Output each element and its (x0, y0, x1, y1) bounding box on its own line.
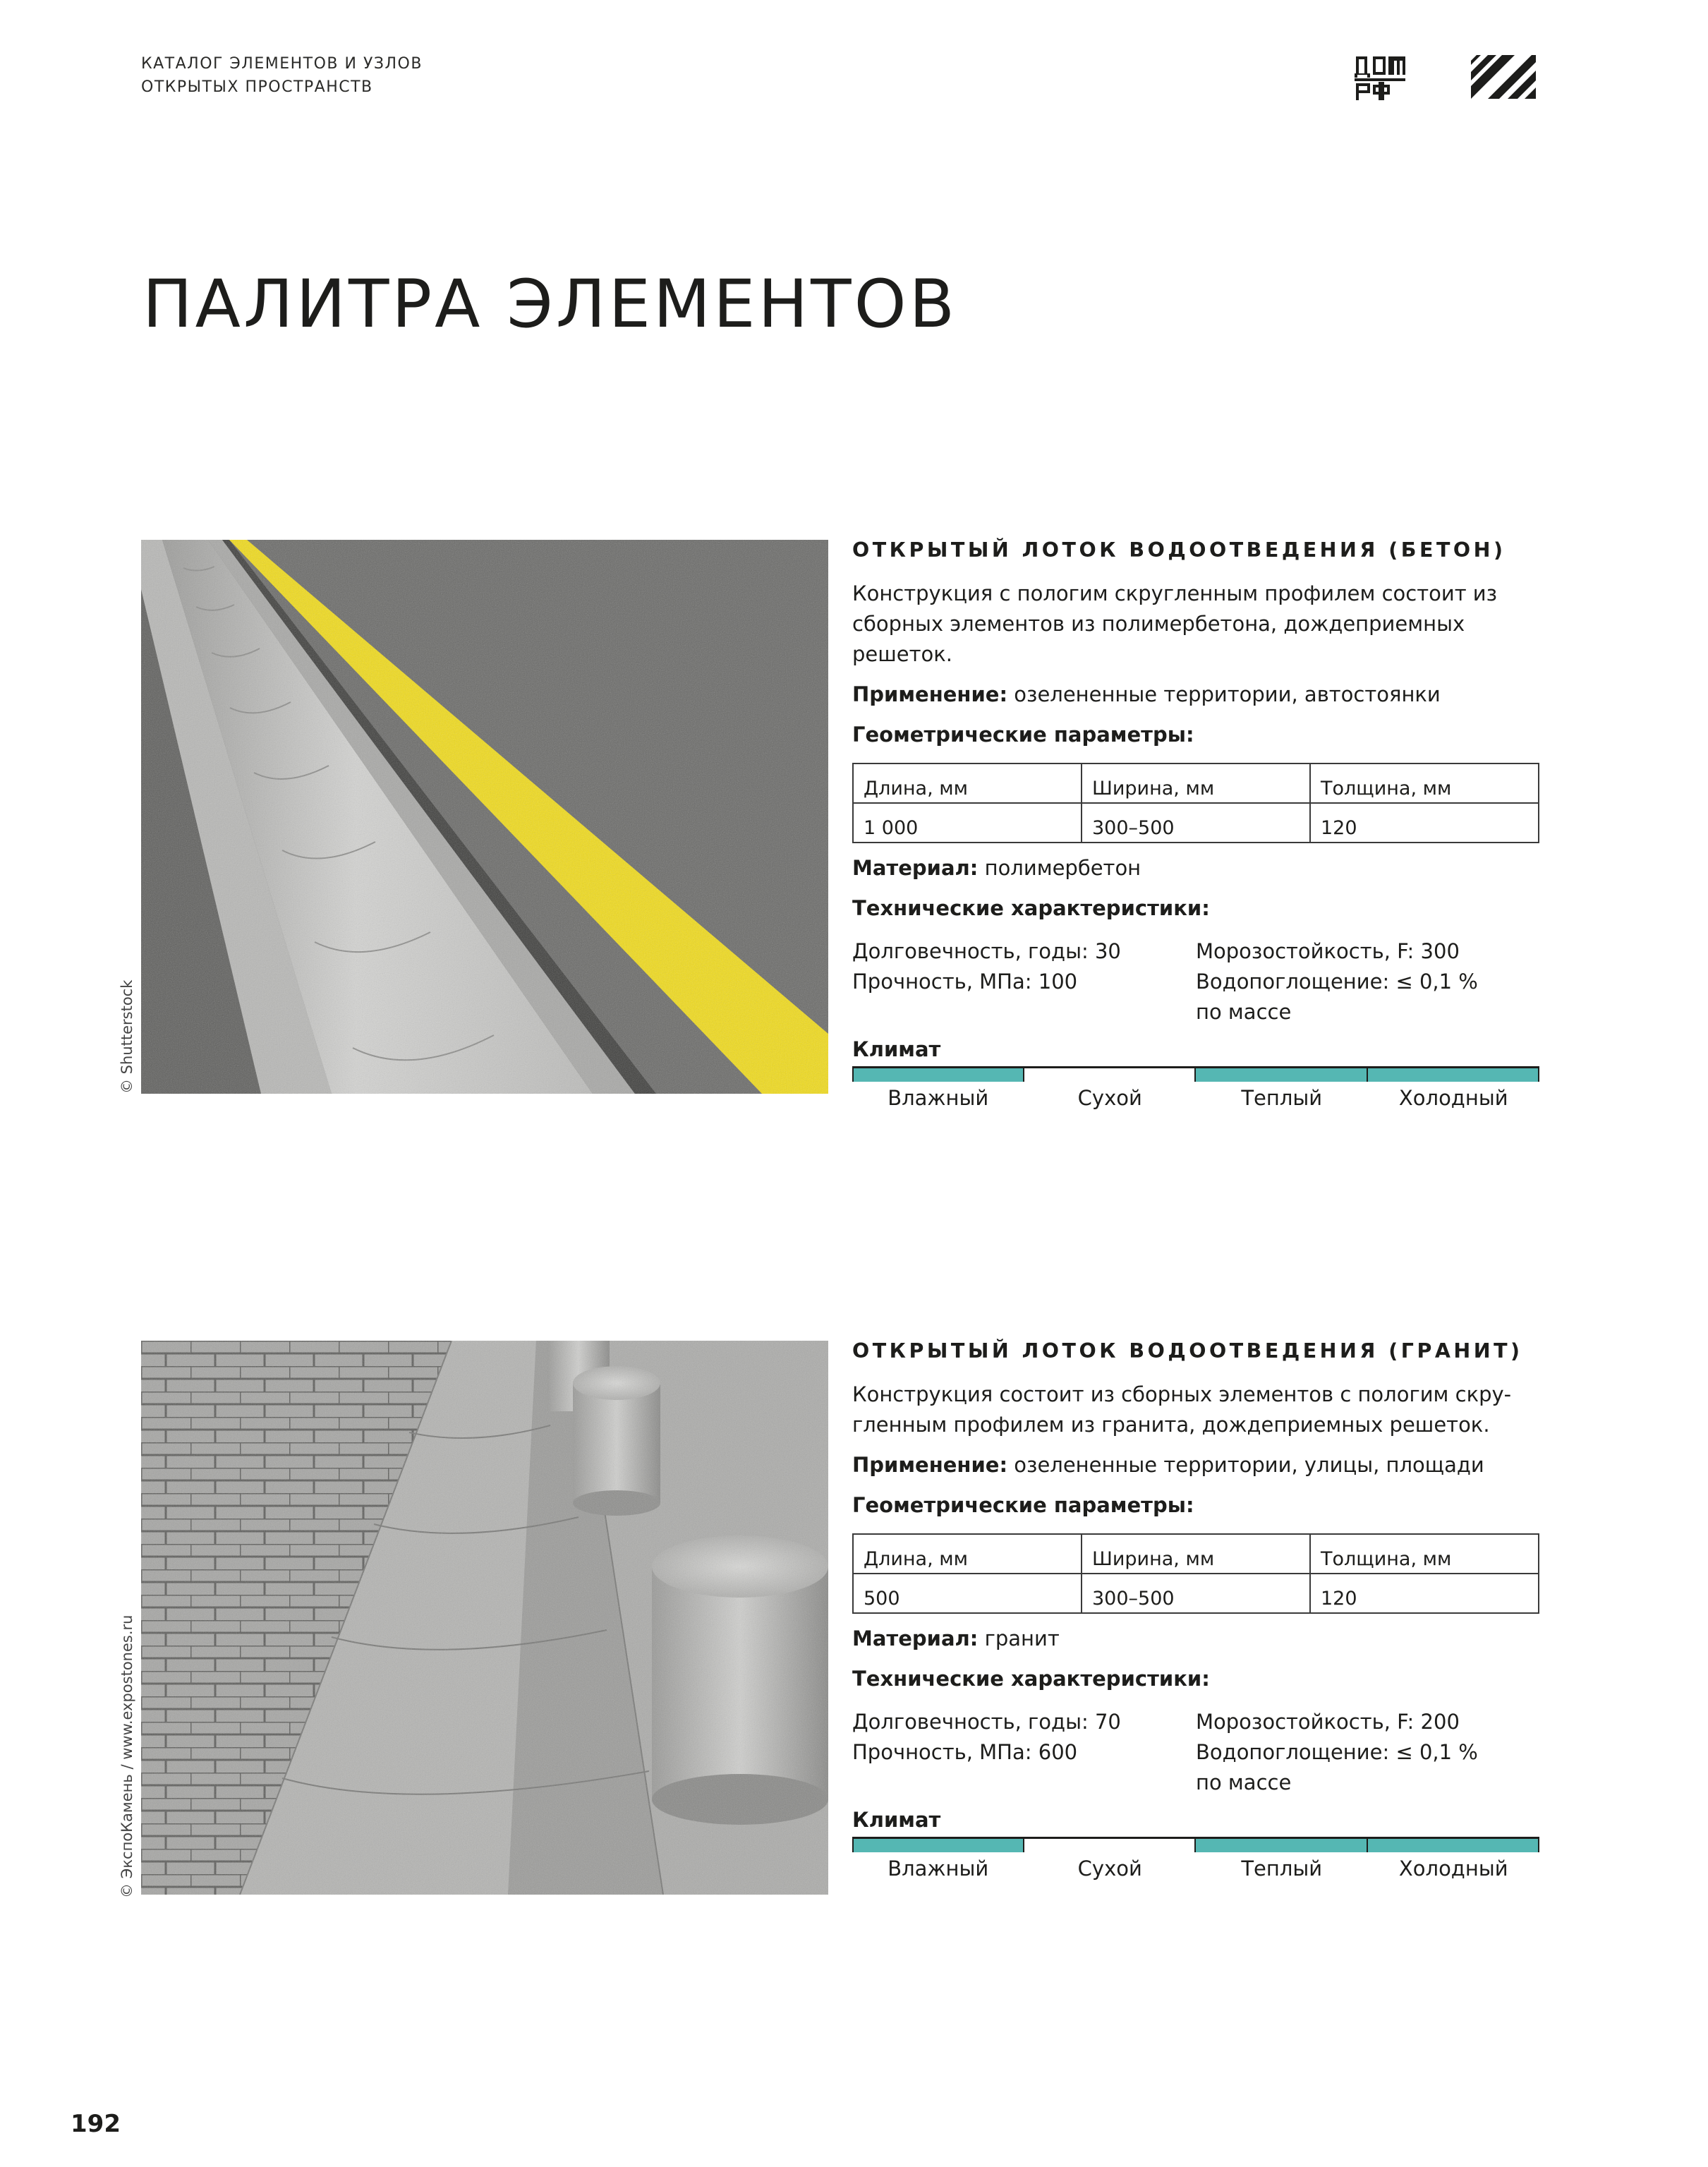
climate-cold (1368, 1066, 1540, 1114)
geometry-table (852, 1533, 1539, 1614)
application-value: озелененные территории, автостоянки (1007, 682, 1441, 706)
page-number: 192 (71, 2110, 121, 2138)
climate-warm (1196, 1837, 1368, 1885)
tech-durability: Долговечность, годы: 70 (852, 1710, 1121, 1734)
climate-cold-label: Холодный (1398, 1857, 1508, 1881)
tech-specs (852, 936, 1539, 1027)
table-header-length: Длина, мм (853, 763, 1082, 803)
material-value: полимербетон (978, 856, 1141, 880)
element-title: ОТКРЫТЫЙ ЛОТОК ВОДООТВЕДЕНИЯ (ГРАНИТ) (852, 1339, 1523, 1363)
tech-absorption: Водопоглощение: ≤ 0,1 % (1196, 1740, 1478, 1764)
application-line (852, 680, 1539, 710)
climate-wet (852, 1066, 1024, 1114)
tech-label: Технические характеристики: (852, 896, 1210, 920)
table-header-width: Ширина, мм (1082, 763, 1310, 803)
climate-wet-label: Влажный (888, 1086, 989, 1110)
climate-bar (852, 1066, 1024, 1082)
climate-bar (1368, 1066, 1540, 1082)
climate-bar (852, 1837, 1024, 1852)
climate-label: Климат (852, 1808, 941, 1832)
climate-bar (1024, 1066, 1197, 1082)
climate-cold-label: Холодный (1398, 1086, 1508, 1110)
climate-wet-label: Влажный (888, 1857, 989, 1881)
tech-strength: Прочность, МПа: 100 (852, 970, 1078, 994)
tech-absorption-unit: по массе (1196, 1770, 1292, 1794)
tech-durability: Долговечность, годы: 30 (852, 939, 1121, 963)
climate-dry-label: Сухой (1077, 1086, 1142, 1110)
element-title: ОТКРЫТЫЙ ЛОТОК ВОДООТВЕДЕНИЯ (БЕТОН) (852, 538, 1506, 562)
tech-column-1 (852, 936, 1196, 1027)
table-header-length: Длина, мм (853, 1534, 1082, 1574)
table-cell-length: 500 (853, 1574, 1082, 1613)
climate-warm-label: Теплый (1241, 1857, 1323, 1881)
tech-column-2 (1196, 936, 1539, 1027)
geometry-label: Геометрические параметры: (852, 723, 1194, 747)
catalog-header-line-2: ОТКРЫТЫХ ПРОСТРАНСТВ (141, 78, 373, 96)
table-cell-width: 300–500 (1082, 803, 1310, 843)
geometry-label: Геометрические параметры: (852, 1493, 1194, 1517)
tech-label: Технические характеристики: (852, 1667, 1210, 1691)
application-label: Применение: (852, 682, 1008, 706)
geometry-table (852, 763, 1539, 843)
climate-bar (1368, 1837, 1540, 1852)
climate-dry (1024, 1066, 1197, 1114)
material-label: Материал: (852, 1626, 979, 1650)
application-value: озелененные территории, улицы, площади (1007, 1453, 1484, 1477)
tech-column-2 (1196, 1707, 1539, 1798)
material-label: Материал: (852, 856, 979, 880)
climate-bar (1196, 1837, 1368, 1852)
material-line (852, 1624, 1539, 1654)
climate-scale (852, 1066, 1539, 1114)
material-value: гранит (978, 1626, 1060, 1650)
climate-wet (852, 1837, 1024, 1885)
climate-scale (852, 1837, 1539, 1885)
table-cell-thickness: 120 (1310, 803, 1539, 843)
climate-dry (1024, 1837, 1197, 1885)
tech-specs (852, 1707, 1539, 1798)
table-row (853, 1574, 1539, 1613)
table-row (853, 803, 1539, 843)
tech-strength: Прочность, МПа: 600 (852, 1740, 1078, 1764)
tech-absorption: Водопоглощение: ≤ 0,1 % (1196, 970, 1478, 994)
table-header-thickness: Толщина, мм (1310, 763, 1539, 803)
table-row (853, 763, 1539, 803)
application-line (852, 1450, 1539, 1480)
climate-label: Климат (852, 1037, 941, 1061)
material-line (852, 853, 1539, 883)
climate-warm-label: Теплый (1241, 1086, 1323, 1110)
photo-credit-2: © ЭкспоКамень / www.expostones.ru (119, 1614, 135, 1898)
table-row (853, 1534, 1539, 1574)
element-description: Конструкция состоит из сборных элементов с пологим скругленным профилем из гранита, дождеприемных решеток. (852, 1382, 1512, 1437)
table-cell-length: 1 000 (853, 803, 1082, 843)
page-title: ПАЛИТРА ЭЛЕМЕНТОВ (143, 266, 958, 343)
climate-dry-label: Сухой (1077, 1857, 1142, 1881)
catalog-header-line-1: КАТАЛОГ ЭЛЕМЕНТОВ И УЗЛОВ (141, 55, 423, 73)
tech-frost: Морозостойкость, F: 200 (1196, 1710, 1460, 1734)
table-cell-width: 300–500 (1082, 1574, 1310, 1613)
photo-credit-1: © Shutterstock (119, 979, 135, 1094)
tech-absorption-unit: по массе (1196, 1000, 1292, 1024)
table-header-width: Ширина, мм (1082, 1534, 1310, 1574)
tech-frost: Морозостойкость, F: 300 (1196, 939, 1460, 963)
table-cell-thickness: 120 (1310, 1574, 1539, 1613)
concrete-drain-photo (141, 540, 828, 1094)
climate-bar (1196, 1066, 1368, 1082)
diagonal-pattern-logo-icon (1471, 55, 1536, 102)
table-header-thickness: Толщина, мм (1310, 1534, 1539, 1574)
climate-cold (1368, 1837, 1540, 1885)
dom-rf-logo-icon (1353, 55, 1407, 104)
granite-drain-photo (141, 1341, 828, 1895)
element-description: Конструкция с пологим скругленным профилем состоит из сборных элементов из полимербетона, дождеприемных решеток. (852, 581, 1498, 666)
application-label: Применение: (852, 1453, 1008, 1477)
climate-bar (1024, 1837, 1197, 1852)
tech-column-1 (852, 1707, 1196, 1798)
climate-warm (1196, 1066, 1368, 1114)
element-card-granite (852, 1337, 1539, 1885)
element-card-concrete (852, 536, 1539, 1114)
